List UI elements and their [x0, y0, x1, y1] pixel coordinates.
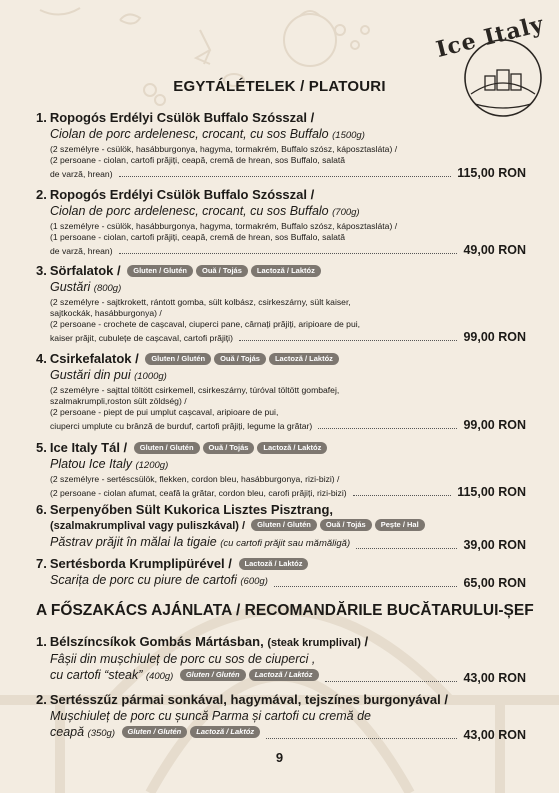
- allergen-tag: Lactoză / Laktóz: [239, 558, 309, 570]
- allergen-tag: Lactoză / Laktóz: [190, 726, 260, 738]
- item-price: 99,00 RON: [463, 418, 526, 432]
- menu-item: [36, 692, 526, 742]
- menu-item: [36, 187, 526, 257]
- item-title: Ropogós Erdélyi Csülök Buffalo Szósszal /: [49, 187, 315, 202]
- item-weight: (1000g): [134, 371, 167, 382]
- item-subtitle: ceapă: [50, 725, 85, 739]
- item-title: Bélszíncsíkok Gombás Mártásban,: [49, 634, 264, 649]
- leader-dots: [239, 340, 458, 341]
- page-number: 9: [275, 750, 284, 765]
- menu-item: [36, 110, 526, 180]
- allergen-tag: Pește / Hal: [375, 519, 425, 531]
- item-price: 39,00 RON: [463, 538, 526, 552]
- leader-dots: [325, 681, 458, 682]
- allergen-tag: Lactoză / Laktóz: [257, 442, 327, 454]
- item-subtitle: Mușchiuleț de porc cu șuncă Parma și cartofi cu cremă de: [50, 709, 371, 723]
- item-subtitle: cu cartofi “steak”: [50, 668, 143, 682]
- item-subtitle: Ciolan de porc ardelenesc, crocant, cu sos Buffalo: [50, 127, 329, 141]
- item-weight: (700g): [332, 207, 360, 218]
- item-title: Csirkefalatok /: [49, 351, 139, 366]
- leader-dots: [119, 176, 452, 177]
- allergen-tag: Gluten / Glutén: [145, 353, 211, 365]
- item-weight: (800g): [93, 283, 122, 294]
- menu-item: [36, 502, 526, 552]
- item-desc: (1 személyre - csülök, hasábburgonya, hagyma, tormakrém, Buffalo szósz, káposztasláta) /: [50, 221, 398, 231]
- allergen-tag: Ouă / Tojás: [196, 265, 248, 277]
- allergen-tag: Ouă / Tojás: [203, 442, 255, 454]
- allergen-tag: Lactoză / Laktóz: [251, 265, 321, 277]
- item-title: Serpenyőben Sült Kukorica Lisztes Pisztrang,: [49, 502, 334, 517]
- item-desc: (2 személyre - csülök, hasábburgonya, hagyma, tormakrém, Buffalo szósz, káposztasláta) /: [50, 144, 398, 154]
- item-price: 99,00 RON: [463, 330, 526, 344]
- item-weight: (1500g): [332, 130, 365, 141]
- item-desc: de varză, hrean): [50, 169, 113, 179]
- menu-item: [36, 351, 526, 432]
- item-desc: szalmakrumpli,roston sült zöldség) /: [50, 396, 187, 406]
- item-desc: (2 persoane - ciolan, cartofi prăjiți, ceapă, cremă de hrean, sos Buffalo, salată: [50, 155, 346, 165]
- leader-dots: [356, 548, 457, 549]
- item-number: 1.: [36, 110, 47, 125]
- section-title-platters: EGYTÁLÉTELEK / PLATOURI: [173, 78, 386, 95]
- item-weight: (400g): [145, 671, 174, 682]
- allergen-tag: Ouă / Tojás: [320, 519, 372, 531]
- item-desc: (2 személyre - sajtkrokett, rántott gomba, sült kolbász, csirkeszárny, sült kaiser,: [50, 297, 351, 307]
- allergen-tag: Gluten / Glutén: [134, 442, 200, 454]
- leader-dots: [266, 738, 457, 739]
- item-title: Sörfalatok /: [49, 263, 121, 278]
- item-price: 49,00 RON: [463, 243, 526, 257]
- item-number: 7.: [36, 556, 47, 571]
- allergen-tag: Gluten / Glutén: [127, 265, 193, 277]
- item-subtitle: Scarița de porc cu piure de cartofi: [50, 573, 237, 587]
- leader-dots: [119, 253, 458, 254]
- item-subtitle: Gustări din pui: [50, 368, 131, 382]
- item-number: 2.: [36, 692, 47, 707]
- menu-item: [36, 556, 526, 590]
- item-desc: ciuperci umplute cu brânză de burduf, cartofi prăjiți, legume la grătar): [50, 421, 313, 431]
- item-number: 6.: [36, 502, 47, 517]
- item-desc: kaiser prăjit, cubulețe de cașcaval, cartofi prăjiți): [50, 333, 233, 343]
- menu-item: [36, 440, 526, 499]
- item-desc: sajtkockák, hasábburgonya) /: [50, 308, 162, 318]
- item-price: 65,00 RON: [463, 576, 526, 590]
- item-number: 5.: [36, 440, 47, 455]
- item-desc: (1 persoane - ciolan, cartofi prăjiți, ceapă, cremă de hrean, sos Buffalo, salată: [50, 232, 346, 242]
- item-number: 1.: [36, 634, 47, 649]
- item-title: Ropogós Erdélyi Csülök Buffalo Szósszal /: [49, 110, 315, 125]
- item-title: Ice Italy Tál /: [49, 440, 128, 455]
- item-weight: (600g): [240, 576, 268, 587]
- item-price: 115,00 RON: [457, 485, 526, 499]
- allergen-tag: Lactoză / Laktóz: [249, 669, 319, 681]
- item-title: Sertésszűz pármai sonkával, hagymával, tejszínes burgonyával /: [49, 692, 448, 707]
- item-desc: de varză, hrean): [50, 246, 113, 256]
- item-price: 43,00 RON: [463, 671, 526, 685]
- item-price: 115,00 RON: [457, 166, 526, 180]
- allergen-tag: Gluten / Glutén: [251, 519, 317, 531]
- item-weight: (cu cartofi prăjit sau mămăligă): [220, 538, 351, 549]
- item-subtitle: Ciolan de porc ardelenesc, crocant, cu sos Buffalo: [50, 204, 329, 218]
- item-title-slash: /: [364, 634, 369, 649]
- item-desc: (2 személyre - sertéscsülök, flekken, cordon bleu, hasábburgonya, rizi-bizi) /: [50, 474, 340, 484]
- allergen-tag: Gluten / Glutén: [180, 669, 246, 681]
- item-number: 4.: [36, 351, 47, 366]
- item-weight: (1200g): [135, 460, 169, 471]
- allergen-tag: Lactoză / Laktóz: [269, 353, 339, 365]
- item-desc: (2 persoane - ciolan afumat, ceafă la grătar, cordon bleu, carofi prăjiți, rizi-bizi): [50, 488, 347, 498]
- tomato-sketch: [284, 14, 336, 66]
- item-subtitle: Fâșii din mușchiuleț de porc cu sos de ciuperci ,: [50, 652, 316, 666]
- item-number: 3.: [36, 263, 47, 278]
- item-desc: (2 persoane - piept de pui umplut cașcaval, aripioare de pui,: [50, 407, 279, 417]
- section-title-chef: A FŐSZAKÁCS AJÁNLATA / RECOMANDĂRILE BUCĂTARULUI-ȘEF: [36, 602, 534, 619]
- item-desc: (2 személyre - sajttal töltött csirkemell, csirkeszárny, túróval töltött gombafej,: [50, 385, 340, 395]
- menu-item: [36, 263, 526, 344]
- logo-text: Ice Italy: [433, 11, 547, 63]
- item-number: 2.: [36, 187, 47, 202]
- allergen-tag: Ouă / Tojás: [214, 353, 266, 365]
- item-subtitle: Platou Ice Italy: [50, 457, 132, 471]
- menu-item: [36, 634, 526, 685]
- item-title: Sertésborda Krumplipürével /: [49, 556, 232, 571]
- leader-dots: [353, 495, 452, 496]
- leader-dots: [318, 428, 457, 429]
- item-weight: (350g): [87, 728, 116, 739]
- item-desc: (2 persoane - crochete de cașcaval, ciuperci pane, cârnați prăjiți, aripioare de pui,: [50, 319, 361, 329]
- item-title-note: (steak krumplival): [267, 637, 361, 649]
- item-price: 43,00 RON: [463, 728, 526, 742]
- leader-dots: [274, 586, 458, 587]
- item-subtitle: Păstrav prăjit în mălai la tigaie: [50, 535, 217, 549]
- item-subtitle: Gustări: [50, 280, 91, 294]
- item-title-note: (szalmakrumplival vagy puliszkával) /: [50, 520, 246, 532]
- allergen-tag: Gluten / Glutén: [122, 726, 188, 738]
